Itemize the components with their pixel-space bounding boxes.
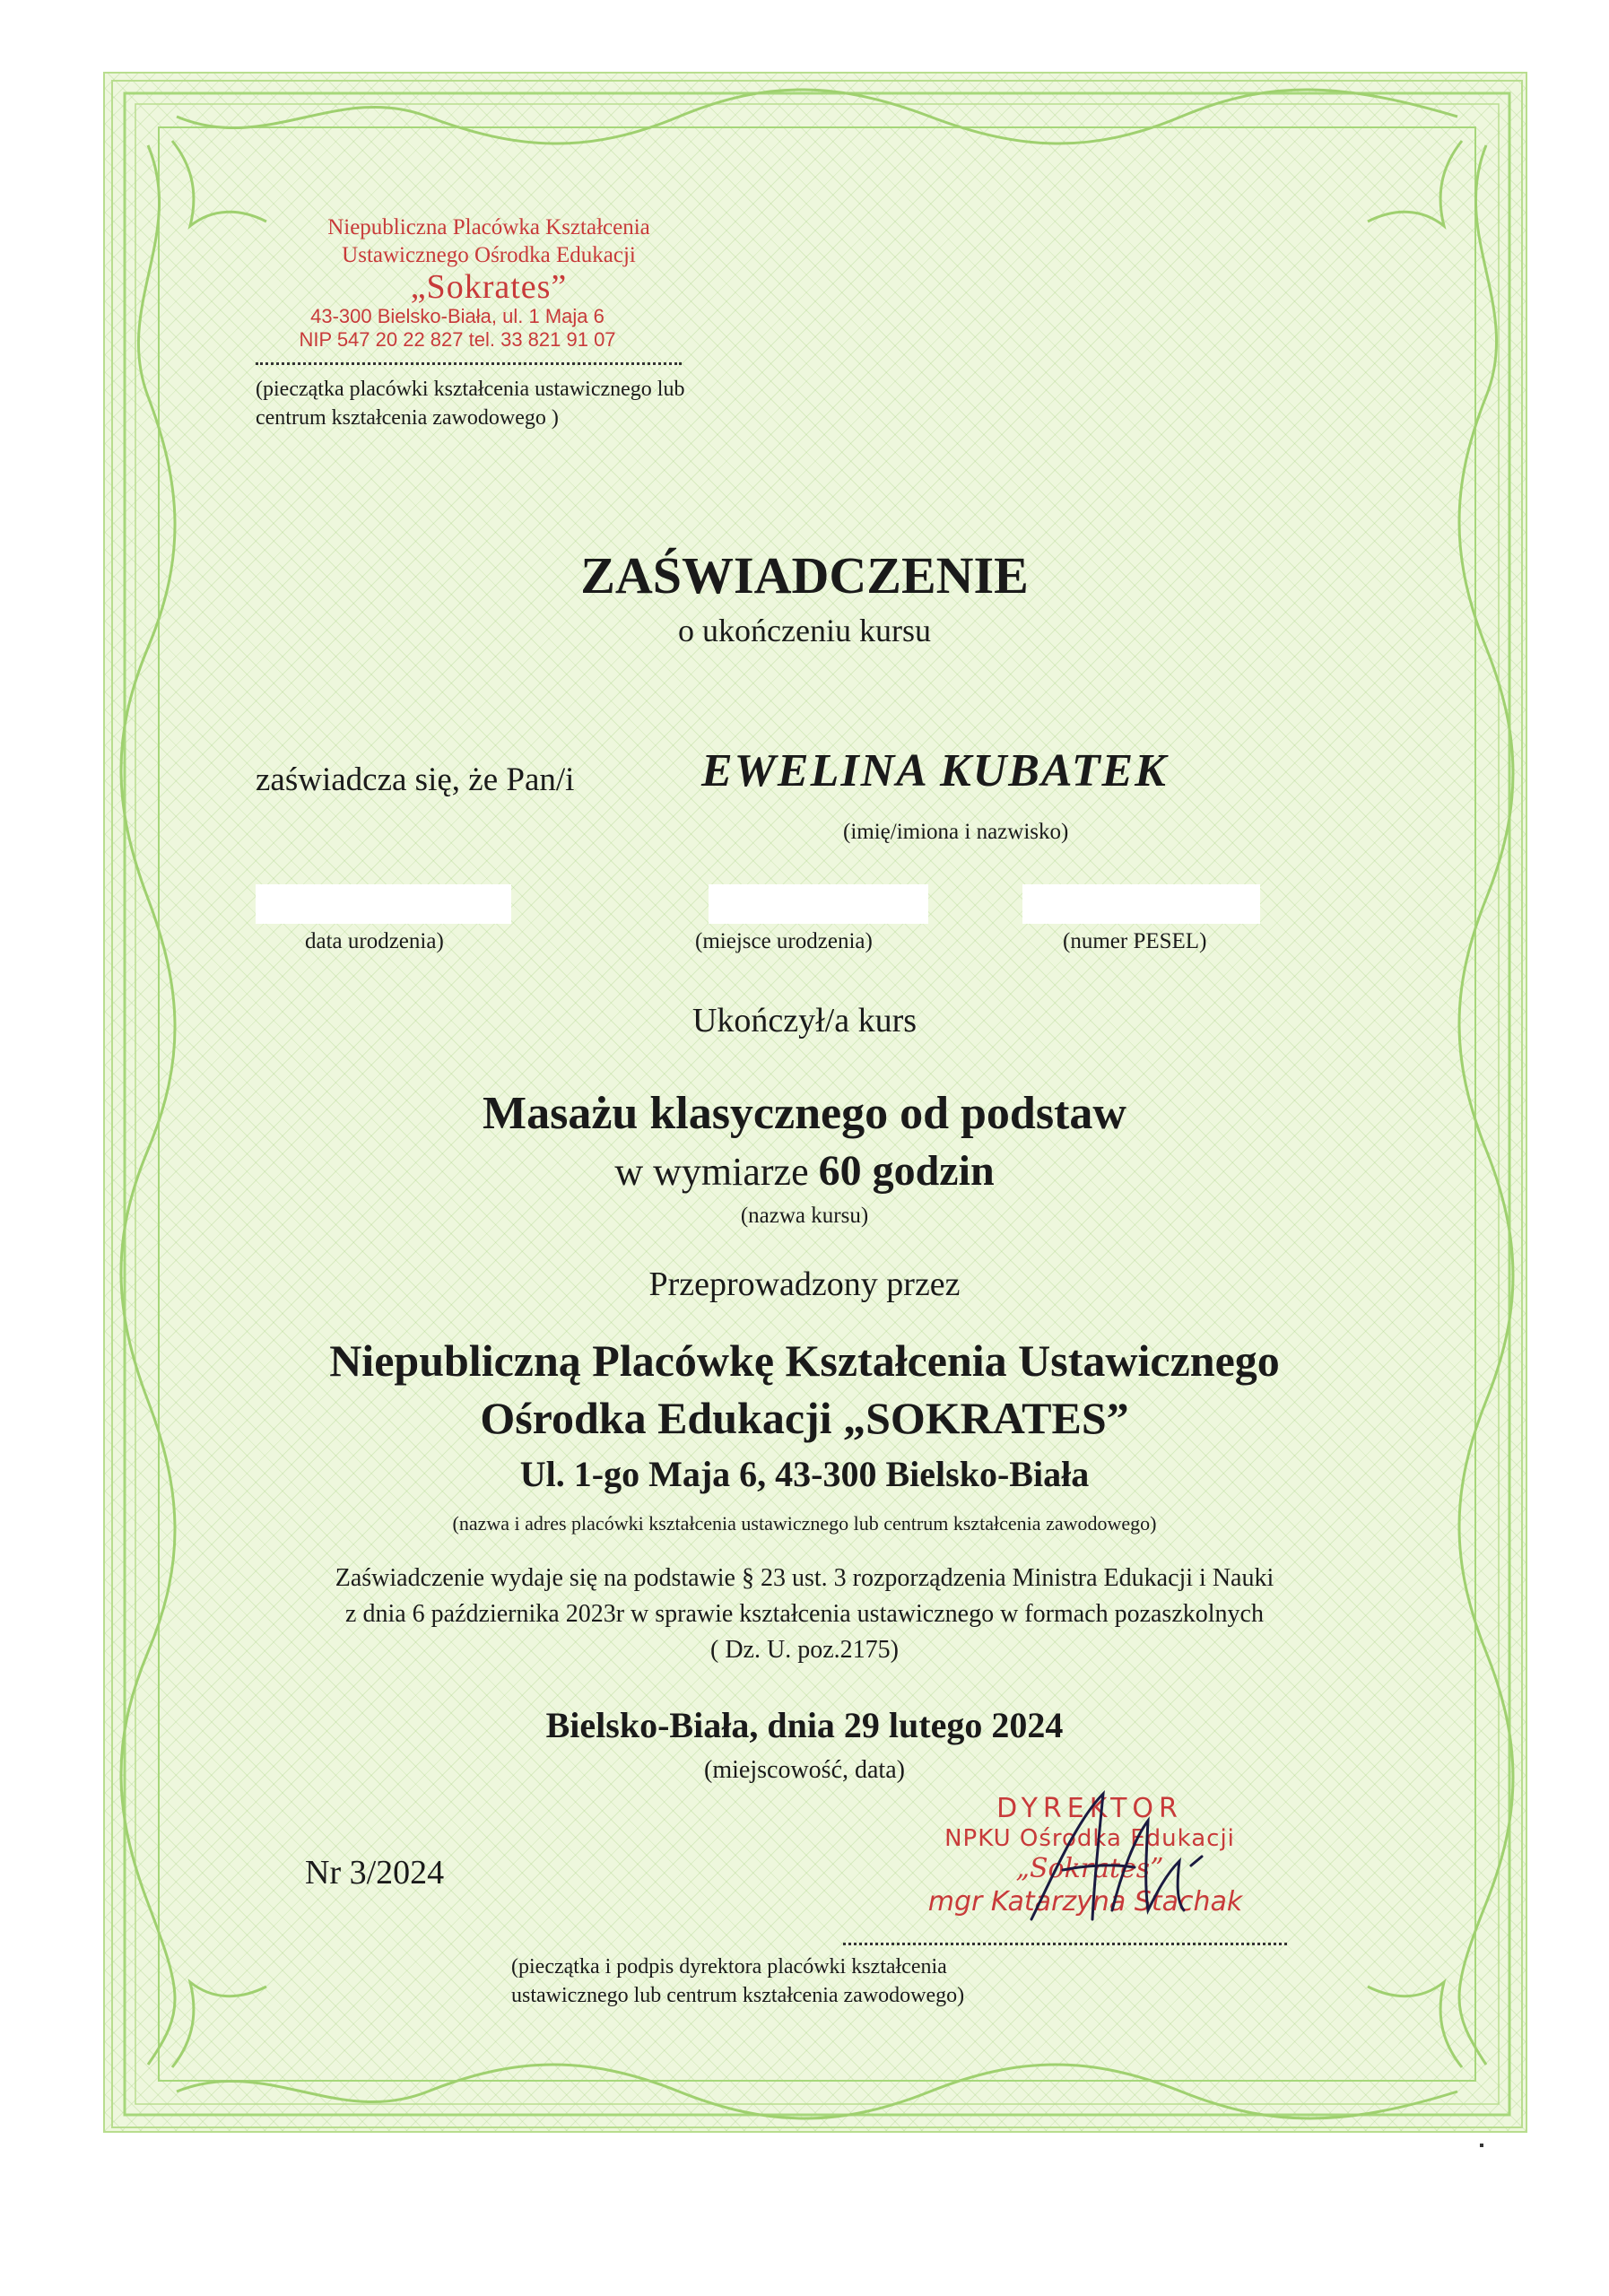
legal-basis-line1: Zaświadczenie wydaje się na podstawie § 23 ust. 3 rozporządzenia Ministra Edukacji i Nauki [335,1564,1274,1592]
hours-prefix: w wymiarze [614,1150,809,1194]
conducted-text: Przeprowadzony przez [648,1265,961,1303]
scan-mark [1480,2144,1483,2147]
school-stamp-line3: „Sokrates” [410,268,568,306]
institution-address: Ul. 1-go Maja 6, 43-300 Bielsko-Biała [519,1454,1090,1494]
director-stamp-person: mgr Katarzyna Stachak [927,1886,1243,1918]
certificate-number: Nr 3/2024 [305,1854,445,1892]
director-signature [978,1785,1211,1937]
place-date-caption: (miejscowość, data) [704,1756,905,1784]
director-caption-line2: ustawicznego lub centrum kształcenia zawodowego) [511,1984,965,2007]
hours-value: 60 godzin [818,1147,995,1195]
pesel-label: (numer PESEL) [1063,929,1207,953]
legal-basis-line2: z dnia 6 października 2023r w sprawie kształcenia ustawicznego w formach pozaszkolnych [345,1600,1264,1628]
course-name: Masażu klasycznego od podstaw [483,1088,1126,1139]
certificate-title: ZAŚWIADCZENIE [580,546,1029,604]
stamp-caption: (pieczątka placówki kształcenia ustawicznego lub centrum kształcenia zawodowego ) [256,378,685,430]
school-stamp-address: 43-300 Bielsko-Biała, ul. 1 Maja 6 [310,305,604,327]
director-stamp-name: „Sokrates” [1015,1853,1164,1884]
director-stamp-title: DYREKTOR [996,1793,1183,1824]
institution-caption: (nazwa i adres placówki kształcenia ustawicznego lub centrum kształcenia zawodowego) [452,1512,1157,1535]
attest-text: zaświadcza się, że Pan/i [256,761,575,798]
redacted-birth-place [709,884,928,924]
school-stamp [256,213,722,352]
director-caption-line1: (pieczątka i podpis dyrektora placówki kształcenia [511,1955,947,1979]
signature-dotted-line [843,1943,1287,1945]
legal-basis-line3: ( Dz. U. poz.2175) [710,1636,899,1664]
birth-date-label: data urodzenia) [305,929,444,953]
school-stamp-line2: Ustawicznego Ośrodka Edukacji [342,243,636,267]
birth-place-label: (miejsce urodzenia) [695,929,873,953]
director-stamp-org: NPKU Ośrodka Edukacji [944,1825,1235,1852]
institution-line1: Niepubliczną Placówkę Kształcenia Ustawicznego [329,1335,1280,1386]
course-caption: (nazwa kursu) [740,1204,869,1228]
redacted-pesel [1022,884,1260,924]
redacted-birth-date [256,884,511,924]
certificate-subtitle: o ukończeniu kursu [678,613,931,648]
school-stamp-line1: Niepubliczna Placówka Kształcenia [327,215,650,239]
place-date: Bielsko-Biała, dnia 29 lutego 2024 [545,1705,1064,1745]
stamp-dotted-line [256,362,682,365]
name-caption: (imię/imiona i nazwisko) [843,820,1069,844]
completed-text: Ukończył/a kurs [691,1002,918,1039]
course-hours [0,1146,1609,1196]
school-stamp-nip: NIP 547 20 22 827 tel. 33 821 91 07 [299,328,616,351]
institution-line2: Ośrodka Edukacji „SOKRATES” [480,1393,1129,1443]
holder-name: EWELINA KUBATEK [701,745,1168,796]
